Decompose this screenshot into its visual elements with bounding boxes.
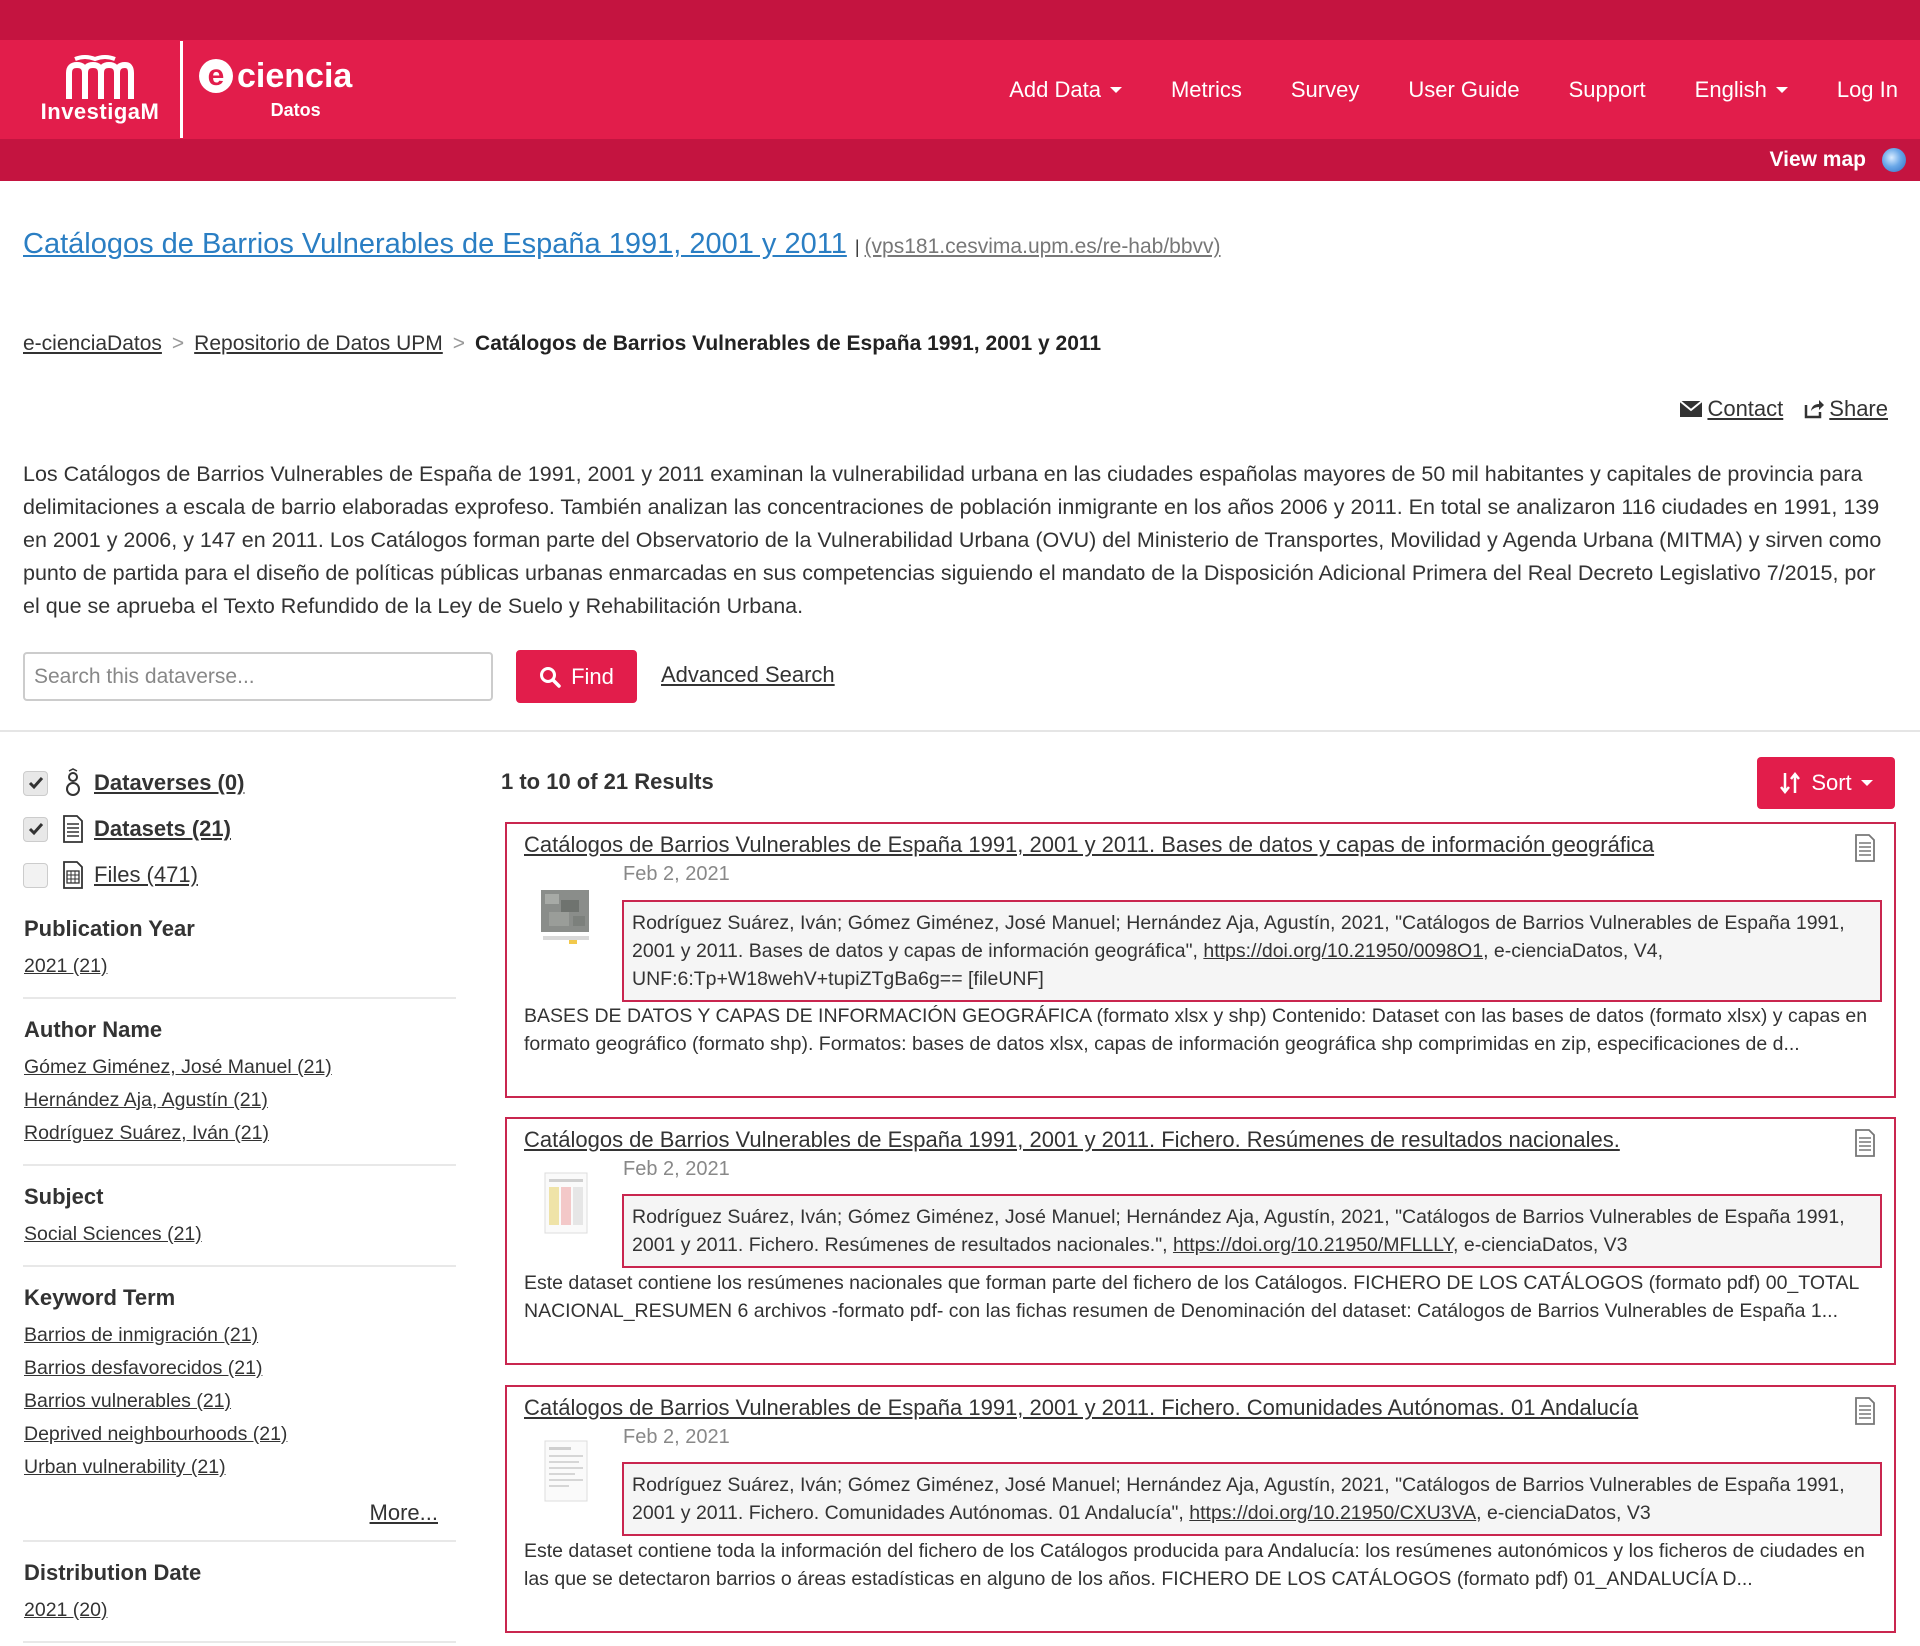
dataset-icon — [1854, 1397, 1876, 1425]
files-checkbox[interactable] — [23, 863, 48, 888]
citation-text: Rodríguez Suárez, Iván; Gómez Giménez, José Manuel; Hernández Aja, Agustín, 2021, "Catálogos de Barrios Vulnerables de España 1991, 2001 y 2011. Fichero. Comunidades Autónomas. 01 Andalucía", — [632, 1474, 1845, 1524]
dataset-thumbnail[interactable] — [539, 1439, 593, 1503]
checkmark-icon — [28, 822, 44, 836]
section-divider — [0, 730, 1920, 732]
files-filter-link[interactable]: Files (471) — [94, 862, 198, 887]
result-description: Este dataset contiene los resúmenes nacionales que forman parte del fichero de los Catálogos. FICHERO DE LOS CATÁLOGOS (formato pdf) 00_TOTAL NACIONAL_RESUMEN 6 archivos -formato pdf- con las fichas resumen de Denominación del dataset: Catálogos de Barrios Vulnerables de España 1... — [524, 1272, 1859, 1322]
view-map-link[interactable] — [1770, 148, 1907, 172]
facet-item[interactable]: Urban vulnerability (21) — [24, 1456, 226, 1478]
title-separator: | — [854, 237, 860, 257]
find-button[interactable] — [516, 650, 637, 703]
citation-doi-link[interactable]: https://doi.org/10.21950/0098O1 — [1203, 940, 1484, 962]
keyword-more-link[interactable]: More... — [369, 1500, 438, 1525]
dataset-thumbnail[interactable] — [539, 886, 593, 950]
nav-support[interactable]: Support — [1568, 76, 1646, 102]
facet-item[interactable]: Rodríguez Suárez, Iván (21) — [24, 1122, 269, 1144]
type-filter-datasets — [23, 806, 456, 852]
sort-label: Sort — [1811, 770, 1852, 795]
facet-item[interactable]: Barrios de inmigración (21) — [24, 1324, 259, 1346]
facet-item[interactable]: Hernández Aja, Agustín (21) — [24, 1089, 268, 1111]
find-label: Find — [571, 663, 614, 689]
facet-keyword-term — [23, 1267, 456, 1542]
investigam-logo[interactable] — [30, 40, 170, 139]
result-title[interactable]: Catálogos de Barrios Vulnerables de España 1991, 2001 y 2011. Bases de datos y capas de información geográfica — [524, 832, 1655, 857]
facet-title: Author Name — [24, 1017, 163, 1042]
result-citation — [622, 1194, 1882, 1268]
result-date: Feb 2, 2021 — [623, 863, 730, 885]
datasets-checkbox[interactable] — [23, 817, 48, 842]
dataverse-title[interactable]: Catálogos de Barrios Vulnerables de España 1991, 2001 y 2011 — [23, 228, 847, 260]
dataset-icon — [1854, 834, 1876, 862]
eciencia-sub: Datos — [270, 100, 321, 120]
breadcrumb-item[interactable]: Repositorio de Datos UPM — [194, 332, 443, 355]
sort-icon — [1779, 771, 1801, 795]
dataverses-checkbox[interactable] — [23, 771, 48, 796]
nav-metrics[interactable]: Metrics — [1170, 76, 1242, 102]
dataverse-icon — [60, 768, 86, 798]
facet-item[interactable]: Barrios desfavorecidos (21) — [24, 1357, 263, 1379]
logo-divider — [180, 41, 183, 138]
share-link[interactable] — [1803, 396, 1888, 422]
result-date: Feb 2, 2021 — [623, 1426, 730, 1448]
dataset-icon — [1854, 1129, 1876, 1157]
dataverses-filter-link[interactable]: Dataverses (0) — [94, 770, 245, 795]
result-title[interactable]: Catálogos de Barrios Vulnerables de España 1991, 2001 y 2011. Fichero. Comunidades Autónomas. 01 Andalucía — [524, 1395, 1639, 1420]
result-description: Este dataset contiene toda la información del fichero de los Catálogos producida para Andalucía: los resúmenes autonómicos y los ficheros de ciudades en las que se detectaron barrios o áreas estadísticas en alguno de los años. FICHERO DE LOS CATÁLOGOS (formato pdf) 01_ANDALUCÍA D... — [524, 1540, 1865, 1590]
type-filter-files — [23, 852, 456, 898]
main-nav — [960, 40, 1898, 139]
header-top-strip — [0, 0, 1920, 40]
dataverse-description: Los Catálogos de Barrios Vulnerables de España de 1991, 2001 y 2011 examinan la vulnerabilidad urbana en las ciudades españolas mayores de 50 mil habitantes y capitales de provincia para delimitaciones a escala de barrio elaboradas exprofeso. También analizan las concentraciones de población inmigrante en los años 2006 y 2011. En total se analizaron 116 ciudades en 1991, 139 en 2001 y 2006, y 147 en 2011. Los Catálogos forman parte del Observatorio de la Vulnerabilidad Urbana (OVU) del Ministerio de Transportes, Movilidad y Agenda Urbana (MITMA) y sirven como punto de partida para el diseño de políticas públicas urbanas enmarcadas en sus competencias siguiendo el mandato de la Disposición Adicional Primera del Real Decreto Legislativo 7/2015, por el que se aprueba el Texto Refundido de la Ley de Suelo y Rehabilitación Urbana. — [23, 462, 1882, 618]
citation-doi-link[interactable]: https://doi.org/10.21950/CXU3VA — [1189, 1502, 1477, 1524]
result-date: Feb 2, 2021 — [623, 1158, 730, 1180]
result-description: BASES DE DATOS Y CAPAS DE INFORMACIÓN GEOGRÁFICA (formato xlsx y shp) Contenido: Dataset con las bases de datos (formato xlsx) y capas en formato geográfico (formato shp). Formatos: bases de datos xlsx, capas de información geográfica shp comprimidas en zip, especificaciones de d... — [524, 1005, 1868, 1055]
result-citation — [622, 900, 1882, 1002]
nav-add-data[interactable]: Add Data — [1009, 77, 1122, 103]
result-title[interactable]: Catálogos de Barrios Vulnerables de España 1991, 2001 y 2011. Fichero. Resúmenes de resultados nacionales. — [524, 1127, 1620, 1152]
breadcrumb-current: Catálogos de Barrios Vulnerables de España 1991, 2001 y 2011 — [475, 332, 1102, 355]
facet-item[interactable]: Gómez Giménez, José Manuel (21) — [24, 1056, 332, 1078]
eciencia-e-mark: e — [199, 59, 233, 93]
dataverse-affiliation-url[interactable]: (vps181.cesvima.upm.es/re-hab/bbvv) — [864, 235, 1221, 258]
facet-distribution-date — [23, 1542, 456, 1643]
dataset-thumbnail[interactable] — [539, 1171, 593, 1235]
citation-text: , e-cienciaDatos, V3 — [1476, 1502, 1651, 1524]
nav-login[interactable]: Log In — [1836, 76, 1898, 102]
envelope-icon — [1679, 400, 1703, 418]
facet-publication-year — [23, 898, 456, 999]
view-map-label: View map — [1769, 148, 1866, 171]
search-icon — [539, 666, 561, 688]
facet-item[interactable]: Barrios vulnerables (21) — [24, 1390, 232, 1412]
breadcrumb-separator: > — [452, 332, 466, 355]
investigam-text: InvestigaM — [40, 98, 160, 124]
facet-item[interactable]: 2021 (21) — [24, 955, 108, 977]
nav-user-guide[interactable]: User Guide — [1408, 76, 1520, 102]
nav-language[interactable]: English — [1695, 77, 1788, 103]
type-filter-dataverses — [23, 760, 456, 806]
nav-survey[interactable]: Survey — [1290, 76, 1360, 102]
file-icon — [60, 860, 86, 890]
citation-doi-link[interactable]: https://doi.org/10.21950/MFLLLY — [1172, 1234, 1454, 1256]
results-count: 1 to 10 of 21 Results — [501, 769, 714, 794]
logo-block[interactable] — [30, 40, 352, 139]
facet-title: Subject — [24, 1184, 104, 1209]
facet-subject — [23, 1166, 456, 1267]
chevron-down-icon — [1776, 87, 1788, 93]
search-input[interactable] — [23, 652, 493, 701]
share-label: Share — [1829, 396, 1888, 421]
header — [0, 40, 1920, 139]
breadcrumb-item[interactable]: e-cienciaDatos — [23, 332, 162, 355]
globe-icon — [1882, 148, 1906, 172]
facet-item[interactable]: Social Sciences (21) — [24, 1223, 202, 1245]
dataverse-actions — [1659, 396, 1888, 422]
contact-label: Contact — [1707, 396, 1784, 421]
subbar — [0, 139, 1920, 181]
dataverse-title-row — [23, 228, 1221, 261]
investigam-logo-icon — [65, 55, 135, 101]
datasets-filter-link[interactable]: Datasets (21) — [94, 816, 231, 841]
facet-title: Publication Year — [24, 916, 195, 941]
share-icon — [1803, 398, 1825, 420]
sort-button[interactable] — [1757, 757, 1895, 809]
result-card — [505, 1117, 1896, 1365]
chevron-down-icon — [1110, 87, 1122, 93]
eciencia-text: ciencia — [237, 57, 353, 95]
advanced-search-link[interactable]: Advanced Search — [661, 662, 835, 687]
facet-title: Keyword Term — [24, 1285, 176, 1310]
citation-text: , e-cienciaDatos, V3 — [1453, 1234, 1628, 1256]
citation-text: , e-cienciaDatos, V4, UNF:6:Tp+W18wehV+tupiZTgBa6g== [fileUNF] — [632, 940, 1663, 990]
result-card — [505, 822, 1896, 1098]
citation-text: Rodríguez Suárez, Iván; Gómez Giménez, José Manuel; Hernández Aja, Agustín, 2021, "Catálogos de Barrios Vulnerables de España 1991, 2001 y 2011. Bases de datos y capas de información geográfica", — [632, 912, 1845, 962]
contact-link[interactable] — [1679, 396, 1783, 422]
breadcrumb-separator: > — [171, 332, 185, 355]
checkmark-icon — [28, 776, 44, 790]
facet-item[interactable]: Deprived neighbourhoods (21) — [24, 1423, 288, 1445]
breadcrumb — [23, 332, 1101, 356]
facet-item[interactable]: 2021 (20) — [24, 1599, 108, 1621]
facet-title: Distribution Date — [24, 1560, 202, 1585]
result-card — [505, 1385, 1896, 1633]
citation-text: Rodríguez Suárez, Iván; Gómez Giménez, José Manuel; Hernández Aja, Agustín, 2021, "Catálogos de Barrios Vulnerables de España 1991, 2001 y 2011. Fichero. Resúmenes de resultados nacionales.", — [632, 1206, 1845, 1256]
eciencia-logo[interactable] — [199, 58, 352, 121]
chevron-down-icon — [1861, 780, 1873, 786]
facet-sidebar — [23, 760, 456, 1643]
dataset-icon — [60, 814, 86, 844]
facet-author-name — [23, 999, 456, 1166]
result-citation — [622, 1462, 1882, 1536]
